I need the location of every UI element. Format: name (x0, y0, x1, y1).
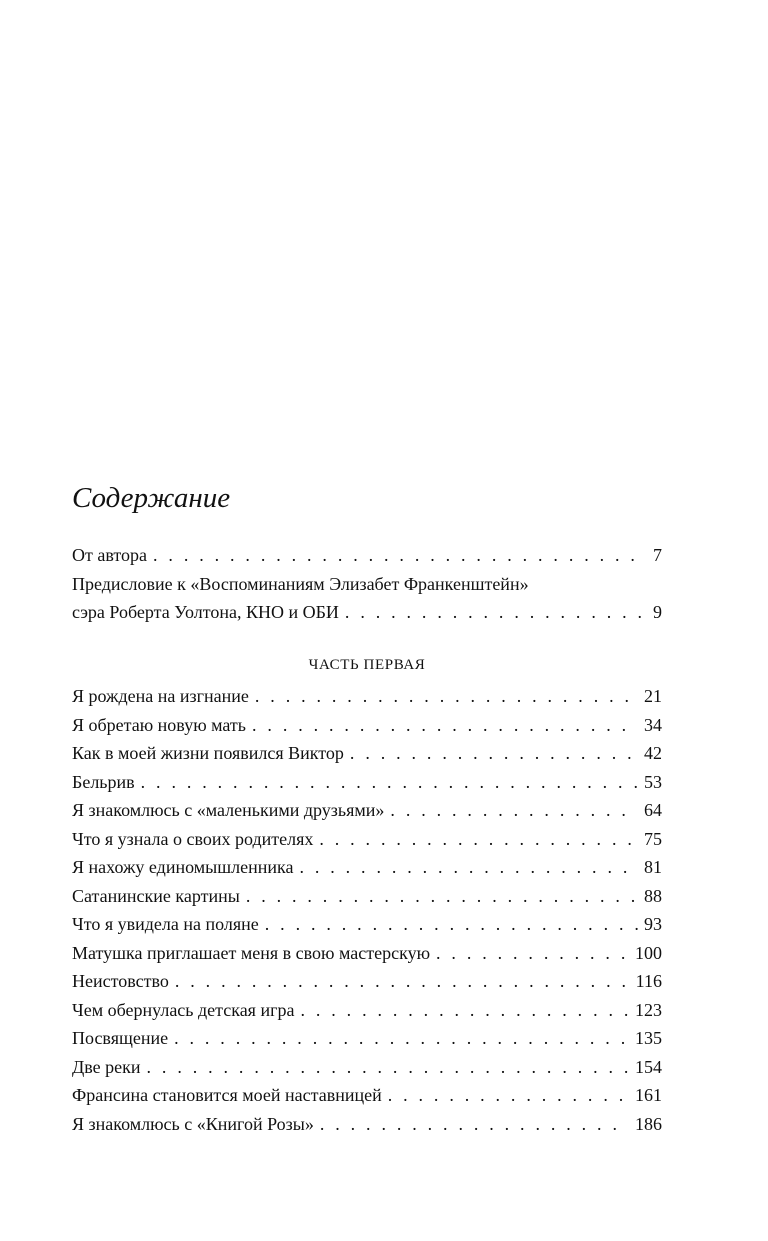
toc-entry[interactable] (72, 825, 662, 854)
toc-entry-page: 116 (635, 971, 662, 991)
toc-entry[interactable] (72, 796, 662, 825)
toc-entry-page: 100 (635, 942, 662, 963)
toc-entry[interactable] (72, 910, 662, 939)
toc-entry-title: Я рождена на изгнание (72, 686, 249, 706)
toc-entry-title: Неистовство (72, 971, 169, 991)
dot-leader (153, 541, 647, 570)
part-heading: ЧАСТЬ ПЕРВАЯ (308, 657, 426, 673)
toc-entry-title: Франсина становится моей наставницей (72, 1085, 382, 1105)
toc-entry-page: 9 (653, 602, 662, 622)
toc-entry-page: 93 (644, 914, 662, 934)
toc-entry-title: Я знакомлюсь с «Книгой Розы» (72, 1113, 314, 1134)
dot-leader (255, 682, 638, 711)
toc-entry[interactable] (72, 1110, 662, 1139)
dot-leader (299, 853, 638, 882)
toc-entry[interactable] (72, 967, 662, 996)
toc-entry-page: 81 (644, 857, 662, 877)
toc-entry-page: 42 (644, 743, 662, 763)
toc-entry-page: 123 (635, 999, 662, 1020)
toc-entry[interactable] (72, 853, 662, 882)
toc-entry-title: Я нахожу единомышленника (72, 857, 294, 877)
dot-leader (388, 1081, 629, 1110)
front-matter-list (72, 541, 662, 627)
toc-entry-preface-line2[interactable] (72, 598, 662, 627)
toc-entry-title: Что я увидела на поляне (72, 914, 259, 934)
part-one-list (72, 682, 662, 1138)
toc-entry-title: Посвящение (72, 1028, 169, 1048)
toc-entry-title: Сатанинские картины (72, 885, 240, 906)
toc-entry-title: Бельрив (72, 771, 135, 792)
dot-leader (147, 1053, 629, 1082)
toc-entry-page: 88 (644, 885, 662, 906)
toc-entry[interactable] (72, 711, 662, 740)
toc-entry-title: Чем обернулась детская игра (72, 999, 295, 1020)
toc-entry-page: 186 (635, 1113, 662, 1134)
toc-entry-page: 53 (644, 771, 662, 792)
toc-entry[interactable] (72, 1024, 662, 1053)
toc-entry-title: Две реки (72, 1056, 141, 1077)
toc-entry-title: Я обретаю новую мать (72, 714, 247, 735)
toc-entry[interactable] (72, 739, 662, 768)
toc-entry-title: От автора (72, 545, 148, 565)
toc-entry-title: сэра Роберта Уолтона, КНО и ОБИ (72, 602, 339, 622)
dot-leader (300, 996, 629, 1025)
dot-leader (252, 711, 638, 740)
toc-entry-page: 161 (635, 1085, 662, 1105)
dot-leader (175, 967, 630, 996)
toc-entry[interactable] (72, 682, 662, 711)
toc-entry-page: 64 (644, 800, 662, 820)
toc-entry-page: 21 (644, 686, 662, 706)
toc-entry[interactable] (72, 996, 662, 1025)
toc-entry[interactable] (72, 1081, 662, 1110)
dot-leader (319, 825, 638, 854)
toc-entry-from-author[interactable] (72, 541, 662, 570)
toc-entry[interactable] (72, 1053, 662, 1082)
toc-entry[interactable] (72, 939, 662, 968)
toc-entry-page: 34 (644, 714, 662, 735)
toc-entry-title: Я знакомлюсь с «маленькими друзьями» (72, 800, 385, 820)
toc-entry-title-line1: Предисловие к «Воспоминаниям Элизабет Франкенштейн» (72, 573, 529, 594)
toc-entry[interactable] (72, 768, 662, 797)
dot-leader (246, 882, 638, 911)
dot-leader (350, 739, 638, 768)
dot-leader (265, 910, 638, 939)
toc-entry-page: 7 (653, 545, 662, 565)
toc-entry-title: Как в моей жизни появился Виктор (72, 743, 344, 763)
dot-leader (390, 796, 638, 825)
dot-leader (436, 939, 629, 968)
dot-leader (174, 1024, 629, 1053)
dot-leader (345, 598, 647, 627)
toc-entry-page: 135 (635, 1028, 662, 1048)
toc-entry-page: 75 (644, 828, 662, 849)
toc-entry-title: Что я узнала о своих родителях (72, 828, 314, 849)
toc-entry-title: Матушка приглашает меня в свою мастерскую (72, 942, 431, 963)
toc-entry[interactable] (72, 882, 662, 911)
dot-leader (141, 768, 638, 797)
toc-entry-preface-line1[interactable] (72, 570, 662, 599)
dot-leader (320, 1110, 629, 1139)
contents-title: Содержание (72, 482, 231, 514)
toc-entry-page: 154 (635, 1056, 662, 1077)
